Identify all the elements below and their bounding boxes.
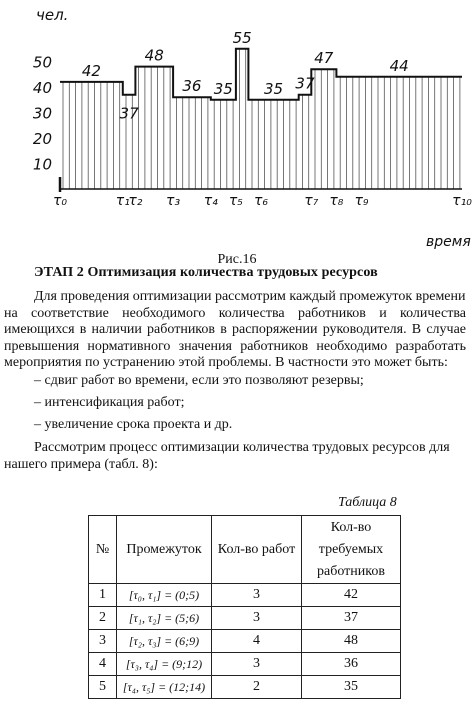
cell-interval: [τ₂, τ₃] = (6;9) <box>117 630 212 653</box>
x-tick-label: τ₉ <box>354 193 369 209</box>
paragraph-2-rest: нашего примера (табл. 8): <box>4 456 158 472</box>
header-works: Кол-во работ <box>212 516 302 584</box>
x-axis-label: время <box>426 234 471 250</box>
y-tick-label: 40 <box>32 79 52 97</box>
table-header-row <box>89 516 401 584</box>
y-axis-label: чел. <box>36 6 69 24</box>
cell-workers: 36 <box>302 653 401 676</box>
paragraph-2-first-line: Рассмотрим процесс оптимизации количества трудовых ресурсов для <box>34 440 450 455</box>
x-tick-label: τ₁₀ <box>452 193 472 209</box>
cell-workers: 48 <box>302 630 401 653</box>
paragraph-1-rest: на соответствие необходимого количества работников и количества имеющихся в наличии работников в распоряжении руководителя. В случае превышения нормативного значения работников необходимо разработать мероприятия по устранению этой проблемы. В частности это может быть: <box>4 305 466 370</box>
x-tick-label: τ₅ <box>228 193 243 209</box>
cell-works: 2 <box>212 676 302 699</box>
cell-number: 4 <box>89 653 117 676</box>
value-label: 47 <box>314 49 334 68</box>
list-item: – интенсификация работ; <box>34 395 185 410</box>
table-row <box>89 630 401 653</box>
x-tick-label: τ₇ <box>304 193 319 209</box>
header-interval: Промежуток <box>117 516 212 584</box>
x-tick-label: τ₈ <box>329 193 344 209</box>
cell-number: 1 <box>89 584 117 607</box>
paragraph-1-first-line: Для проведения оптимизации рассмотрим каждый промежуток времени <box>34 289 466 304</box>
cell-works: 3 <box>212 607 302 630</box>
cell-interval: [τ₃, τ₄] = (9;12) <box>117 653 212 676</box>
table-row <box>89 653 401 676</box>
table-row <box>89 607 401 630</box>
x-tick-label: τ₀ <box>52 193 68 209</box>
x-tick-label: τ₆ <box>253 193 269 209</box>
cell-interval: [τ₀, τ₁] = (0;5) <box>117 584 212 607</box>
cell-interval: [τ₄, τ₅] = (12;14) <box>117 676 212 699</box>
value-label: 37 <box>295 74 315 93</box>
x-tick-label: τ₁ <box>115 193 130 209</box>
cell-workers: 35 <box>302 676 401 699</box>
cell-works: 3 <box>212 584 302 607</box>
value-label: 36 <box>182 77 202 96</box>
header-workers: Кол-во требуемых работников <box>302 516 401 584</box>
paragraph-1 <box>4 289 466 372</box>
value-label: 44 <box>389 56 409 75</box>
y-tick-label: 50 <box>32 53 52 72</box>
x-tick-label: τ₄ <box>203 193 218 209</box>
value-label: 37 <box>119 104 139 123</box>
cell-works: 4 <box>212 630 302 653</box>
value-label: 48 <box>144 46 164 65</box>
cell-number: 3 <box>89 630 117 653</box>
list-item: – увеличение срока проекта и др. <box>34 417 233 432</box>
value-label: 42 <box>81 61 101 80</box>
cell-number: 2 <box>89 607 117 630</box>
list-item: – сдвиг работ во времени, если это позволяют резервы; <box>34 373 364 388</box>
header-number: № <box>89 516 117 584</box>
resource-histogram-chart <box>0 0 474 250</box>
table-row <box>89 584 401 607</box>
value-label: 35 <box>213 79 233 98</box>
x-tick-label: τ₂ <box>128 193 143 209</box>
figure-caption: Рис.16 <box>217 252 257 267</box>
x-tick-label: τ₃ <box>166 193 181 209</box>
table-row <box>89 676 401 699</box>
y-tick-label: 10 <box>32 155 52 174</box>
cell-interval: [τ₁, τ₂] = (5;6) <box>117 607 212 630</box>
table-title: Таблица 8 <box>338 495 397 510</box>
section-heading: ЭТАП 2 Оптимизация количества трудовых ресурсов <box>34 265 378 280</box>
y-tick-label: 30 <box>32 104 52 123</box>
value-label: 55 <box>232 28 252 47</box>
cell-workers: 42 <box>302 584 401 607</box>
paragraph-2 <box>4 440 466 473</box>
data-table <box>88 515 401 699</box>
cell-workers: 37 <box>302 607 401 630</box>
cell-number: 5 <box>89 676 117 699</box>
cell-works: 3 <box>212 653 302 676</box>
y-tick-label: 20 <box>32 130 52 148</box>
value-label: 35 <box>264 79 284 98</box>
